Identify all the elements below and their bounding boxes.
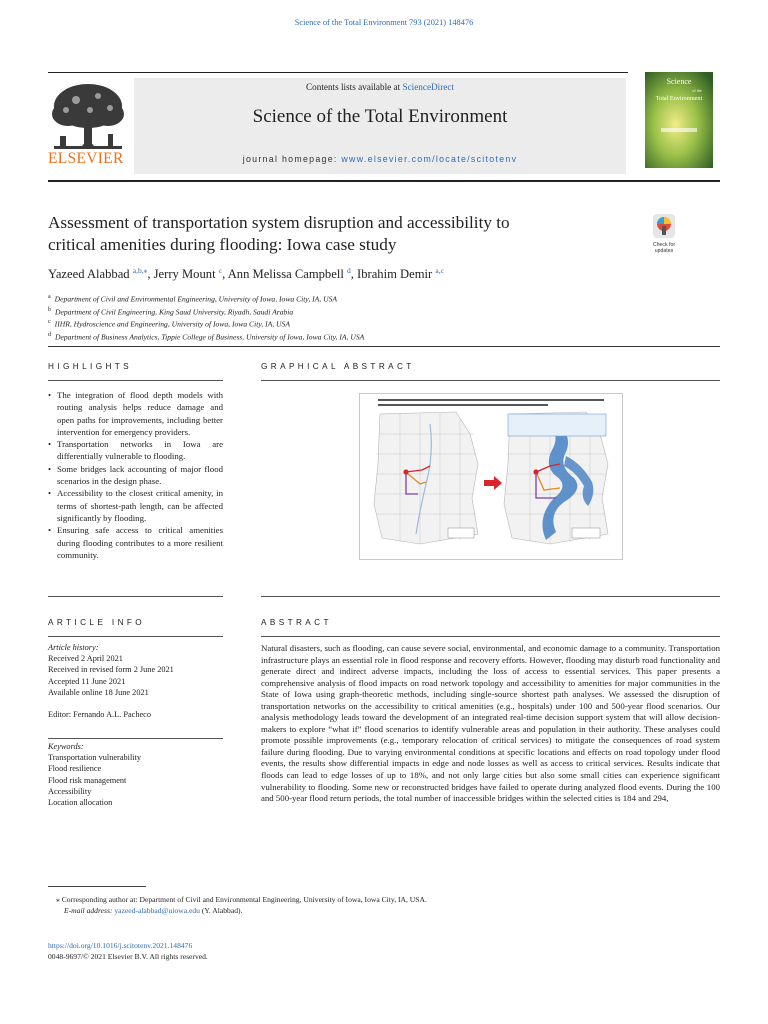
- editor-line: Editor: Fernando A.L. Pacheco: [48, 710, 151, 720]
- affiliation-mark: d: [48, 331, 51, 338]
- highlights-rule: [48, 380, 223, 381]
- affiliation: [48, 305, 668, 318]
- doi-link[interactable]: https://doi.org/10.1016/j.scitotenv.2021.148476: [48, 941, 193, 950]
- abstract-body: Natural disasters, such as flooding, can cause severe social, environmental, and economic damage to a community. Transportation infrastructure plays an essential role in flood response and recovery efforts. However, flooding may disturb road functionality and generate direct and indirect adverse impacts, including the loss of access to essential services. This paper presents a comprehensive analysis of flood impacts on road network topology and accessibility to amenities for major communities in the State of Iowa using graph-theoretic methods, including single-source shortest path analyses. We assessed the disruption of transportation networks on the accessibility to critical amenities (e.g., hospitals) under 100 and 500-year flood scenarios. Our analysis methodology leads toward the development of an integrated real-time decision support system that will allow decision-makers to explore “what if” flood scenarios to identify vulnerable areas and population in their authority. These analyses could promote possible improvements (e.g., temporary relocation of critical services) to mitigate the consequences of road system failure during flooding. Due to varying environmental conditions at specific locations and effects on road topology under flood events, the results show differential impacts in edge and node losses as well as access to critical services. Results indicate that floods can lead to edge losses of up to 18%, and not only large cities but also some small cities can experience significant vulnerability to flooding. Some new or reconstructed bridges have failed to operate during analyzed flood events. During the 100 and 500-year flood return periods, the total number of inaccessible bridges within the selected cities is 184 and 294,: [261, 643, 720, 804]
- affiliation-mark: a: [48, 294, 51, 300]
- article-title-line1: Assessment of transportation system disruption and accessibility to: [48, 213, 510, 232]
- highlight-item: • Ensuring safe access to critical amenities during flooding contributes to a more resilient community.: [48, 524, 223, 561]
- author-separator: ,: [350, 267, 358, 282]
- footnote-marker: ⁎: [56, 895, 60, 904]
- article-history-item: Available online 18 June 2021: [48, 687, 149, 697]
- author-name[interactable]: Jerry Mount: [153, 267, 216, 282]
- affiliation-text: Department of Business Analytics, Tippie College of Business, University of Iowa, Iowa City, IA, USA: [55, 332, 365, 342]
- journal-homepage-link[interactable]: www.elsevier.com/locate/scitotenv: [341, 154, 518, 164]
- elsevier-wordmark: ELSEVIER: [48, 150, 124, 167]
- cover-title-line1: Science: [666, 77, 692, 86]
- highlight-item: • Some bridges lack accounting of major flood scenarios in the design phase.: [48, 463, 223, 488]
- title-divider: [48, 346, 720, 347]
- author-separator: ,: [222, 267, 228, 282]
- affiliation-text: Department of Civil Engineering, King Saud University, Riyadh, Saudi Arabia: [55, 307, 294, 317]
- article-history-label: Article history:: [48, 643, 99, 652]
- graphical-abstract-heading: GRAPHICAL ABSTRACT: [261, 362, 415, 371]
- crossmark-caption-line2: updates: [654, 247, 674, 254]
- email-label: E-mail address:: [64, 906, 115, 916]
- corresponding-author-note: [56, 894, 656, 905]
- highlight-item: • Accessibility to the closest critical amenity, in terms of shortest-path length, can be affected significantly by flooding.: [48, 487, 223, 524]
- copyright-line: 0048-9697/© 2021 Elsevier B.V. All rights reserved.: [48, 952, 208, 962]
- email-note: [56, 905, 656, 916]
- author-name[interactable]: Ann Melissa Campbell: [227, 267, 344, 282]
- graphical-abstract-rule: [261, 380, 720, 381]
- abstract-rule: [261, 636, 720, 637]
- graphical-abstract-bottom-rule: [261, 596, 720, 597]
- keyword[interactable]: Location allocation: [48, 798, 113, 808]
- affiliation-text: IIHR, Hydroscience and Engineering, University of Iowa, Iowa City, IA, USA: [54, 319, 290, 329]
- homepage-label: journal homepage:: [242, 154, 342, 164]
- keyword[interactable]: Flood risk management: [48, 775, 127, 785]
- author-affiliation-marks[interactable]: c: [218, 266, 223, 275]
- crossmark-caption: [645, 243, 683, 254]
- affiliation-mark: c: [48, 319, 51, 326]
- article-info: [48, 642, 238, 720]
- affiliation: [48, 317, 668, 330]
- contents-prefix: Contents lists available at: [306, 82, 403, 92]
- crossmark-icon: [653, 214, 675, 238]
- keywords: [48, 741, 238, 808]
- author-affiliation-marks[interactable]: d: [346, 266, 351, 275]
- ga-header-line: [378, 404, 548, 406]
- author-affiliation-marks[interactable]: a,b,⁎: [132, 266, 148, 275]
- article-history-item: Accepted 11 June 2021: [48, 676, 126, 686]
- ga-map-post-flooding: [504, 412, 608, 544]
- keyword[interactable]: Flood resilience: [48, 764, 102, 774]
- masthead-top-rule: [48, 72, 628, 73]
- footnote-rule: [48, 886, 146, 887]
- corresponding-author-text: Corresponding author at: Department of Civil and Environmental Engineering, University of Iowa, Iowa City, IA, USA.: [61, 895, 427, 904]
- affiliations: [48, 292, 668, 342]
- article-history-item: Received 2 April 2021: [48, 654, 123, 664]
- keywords-rule: [48, 738, 223, 739]
- article-history-item: Received in revised form 2 June 2021: [48, 665, 174, 675]
- highlights-heading: HIGHLIGHTS: [48, 362, 133, 371]
- author-list: [48, 266, 688, 282]
- author-affiliation-marks[interactable]: a,c: [435, 266, 444, 275]
- affiliation: [48, 330, 668, 343]
- journal-homepage-line: [134, 154, 626, 164]
- highlight-item: • Transportation networks in Iowa are differentially vulnerable to flooding.: [48, 438, 223, 463]
- crossmark-caption-line1: Check for: [652, 242, 676, 248]
- email-suffix: (Y. Alabbad).: [199, 906, 243, 916]
- email-link[interactable]: yazeed-alabbad@uiowa.edu: [114, 906, 200, 916]
- keyword[interactable]: Accessibility: [48, 786, 92, 796]
- ga-header-line: [378, 399, 604, 401]
- cover-title-line3: Total Environment: [655, 95, 703, 102]
- affiliation: [48, 292, 668, 305]
- check-for-updates-badge[interactable]: [645, 214, 683, 254]
- footnotes: [56, 894, 656, 916]
- author-separator: ,: [147, 267, 154, 282]
- author-name[interactable]: Ibrahim Demir: [357, 267, 433, 282]
- masthead-bottom-rule: [48, 180, 720, 182]
- author-name[interactable]: Yazeed Alabbad: [48, 267, 130, 282]
- keyword[interactable]: Transportation vulnerability: [48, 753, 142, 763]
- graphical-abstract-figure[interactable]: [359, 393, 623, 560]
- cover-title-line2: of the: [692, 88, 702, 93]
- highlight-item: • The integration of flood depth models with routing analysis helps reduce damage and open paths for improvements, including better intervention for emergency providers.: [48, 389, 223, 438]
- article-title: [48, 212, 618, 255]
- author-entry: [48, 267, 154, 281]
- running-header[interactable]: Science of the Total Environment 793 (2021) 148476: [294, 18, 474, 27]
- sciencedirect-link[interactable]: ScienceDirect: [402, 82, 454, 92]
- doi-block: [48, 940, 448, 962]
- abstract-heading: ABSTRACT: [261, 618, 332, 627]
- highlights-bottom-rule: [48, 596, 223, 597]
- ga-map-pre-flooding: [374, 412, 478, 544]
- affiliation-mark: b: [48, 306, 51, 313]
- keywords-label: Keywords:: [48, 742, 84, 751]
- contents-line: [134, 82, 626, 92]
- affiliation-text: Department of Civil and Environmental Engineering, University of Iowa, Iowa City, IA, USA: [54, 294, 338, 304]
- journal-cover-image: [645, 72, 713, 168]
- article-title-line2: critical amenities during flooding: Iowa case study: [48, 234, 397, 254]
- journal-name: Science of the Total Environment: [252, 106, 508, 127]
- article-info-rule: [48, 636, 223, 637]
- author-entry: [228, 267, 357, 281]
- author-entry: [154, 267, 228, 281]
- highlights-list: [48, 389, 223, 561]
- author-entry: [357, 267, 444, 281]
- article-info-heading: ARTICLE INFO: [48, 618, 146, 627]
